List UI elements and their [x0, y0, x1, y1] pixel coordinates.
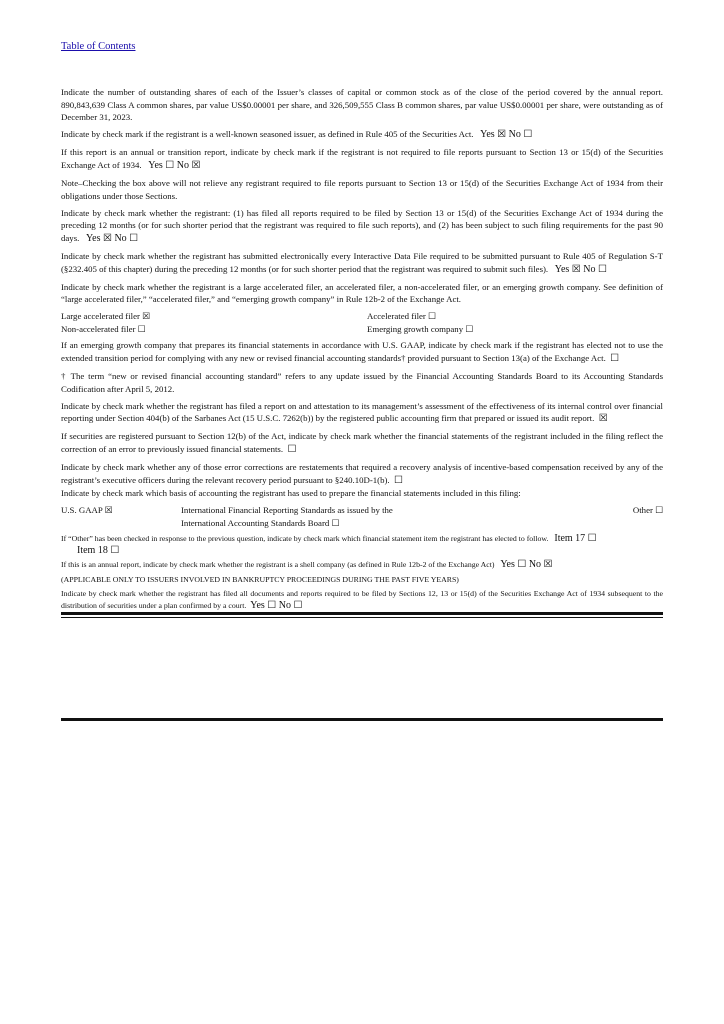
other-item-paragraph	[61, 533, 663, 556]
filed-all-paragraph	[61, 207, 663, 246]
shell-company-checkbox-answer[interactable]: Yes ☐ No ☒	[500, 559, 553, 571]
egc-paragraph	[61, 339, 663, 365]
restatement-paragraph	[61, 461, 663, 487]
accelerated-filer-option[interactable]: Accelerated filer ☐	[367, 311, 436, 322]
note-paragraph: Note–Checking the box above will not relieve any registrant required to file reports pursuant to Section 13 or 15(d) of the Securities Exchange Act of 1934 from their obligations under those Sections.	[61, 178, 663, 201]
not-required-text: If this report is an annual or transition report, indicate by check mark if the registrant is not required to file reports pursuant to Section 13 or 15(d) of the Securities Exchange Act of 1934.	[61, 147, 663, 170]
us-gaap-option[interactable]: U.S. GAAP ☒	[61, 505, 113, 516]
shell-company-paragraph	[61, 559, 663, 571]
item-18-option[interactable]: Item 18 ☐	[77, 544, 120, 556]
restatement-text: Indicate by check mark whether any of those error corrections are restatements that required a recovery analysis of incentive-based compensation received by any of the registrant’s executive officers during the relevant recovery period pursuant to §240.10D-1(b).	[61, 462, 663, 485]
non-accelerated-filer-option[interactable]: Non-accelerated filer ☐	[61, 323, 146, 334]
error-correction-checkbox[interactable]: ☐	[287, 443, 297, 455]
filer-type-options	[61, 310, 663, 334]
accounting-basis-options	[61, 504, 663, 529]
outstanding-shares-paragraph: Indicate the number of outstanding shares of each of the Issuer’s classes of capital or common stock as of the close of the period covered by the annual report. 890,843,639 Class A common shares, par value US$0.00001 per share, and 326,509,555 Class B common shares, par value US$0.00001 per share, were outstanding as of December 31, 2023.	[61, 87, 663, 123]
interactive-data-checkbox-answer[interactable]: Yes ☒ No ☐	[554, 263, 607, 275]
shell-company-text: If this is an annual report, indicate by check mark whether the registrant is a shell company (as defined in Rule 12b-2 of the Exchange Act)	[61, 560, 495, 570]
interactive-data-text: Indicate by check mark whether the registrant has submitted electronically every Interactive Data File required to be submitted pursuant to Rule 405 of Regulation S-T (§232.405 of this chapter) during the preceding 12 months (or for such shorter period that the registrant was required to submit such files).	[61, 251, 663, 274]
bankruptcy-text: Indicate by check mark whether the registrant has filed all documents and reports required to be filed by Sections 12, 13 or 15(d) of the Securities Exchange Act of 1934 subsequent to the distribution of securities under a plan confirmed by a court.	[61, 589, 663, 610]
accounting-basis-paragraph: Indicate by check mark which basis of accounting the registrant has used to prepare the financial statements included in this filing:	[61, 488, 521, 499]
emerging-growth-company-option[interactable]: Emerging growth company ☐	[367, 323, 474, 334]
restatement-checkbox[interactable]: ☐	[394, 474, 404, 486]
page-bottom-rule	[61, 718, 663, 721]
dagger-footnote: † The term “new or revised financial accounting standard” refers to any update issued by the Financial Accounting Standards Board to its Accounting Standards Codification after April 5, 2012.	[61, 371, 663, 394]
wksi-checkbox-answer[interactable]: Yes ☒ No ☐	[480, 129, 533, 141]
section-divider-thick	[61, 612, 663, 615]
error-correction-paragraph	[61, 430, 663, 456]
section-divider-thin	[61, 617, 663, 618]
interactive-data-paragraph	[61, 250, 663, 276]
ifrs-option-line1[interactable]: International Financial Reporting Standards as issued by the	[181, 505, 393, 516]
large-accelerated-filer-option[interactable]: Large accelerated filer ☒	[61, 311, 151, 322]
egc-checkbox[interactable]: ☐	[610, 352, 620, 364]
filed-all-checkbox-answer[interactable]: Yes ☒ No ☐	[85, 232, 139, 244]
other-basis-option[interactable]: Other ☐	[632, 505, 663, 516]
egc-text: If an emerging growth company that prepares its financial statements in accordance with U.S. GAAP, indicate by check mark if the registrant has elected not to use the extended transition period for complying with any new or revised financial accounting standards† provided pursuant to Section 13(a) of the Exchange Act.	[61, 340, 663, 363]
icfr-checkbox[interactable]: ☒	[598, 413, 608, 425]
item-17-option[interactable]: Item 17 ☐	[554, 533, 597, 545]
ifrs-option-line2[interactable]: International Accounting Standards Board ☐	[181, 517, 340, 528]
bankruptcy-checkbox-answer[interactable]: Yes ☐ No ☐	[250, 599, 303, 611]
bankruptcy-paragraph	[61, 588, 663, 611]
filed-all-text: Indicate by check mark whether the registrant: (1) has filed all reports required to be filed by Section 13 or 15(d) of the Securities Exchange Act of 1934 during the preceding 12 months (or for such shorter period that the registrant was required to file such reports), and (2) has been subject to such filing requirements for the past 90 days.	[61, 207, 663, 243]
not-required-paragraph	[61, 146, 663, 172]
bankruptcy-heading: (APPLICABLE ONLY TO ISSUERS INVOLVED IN BANKRUPTCY PROCEEDINGS DURING THE PAST FIVE YEARS)	[61, 574, 459, 584]
icfr-text: Indicate by check mark whether the registrant has filed a report on and attestation to its management’s assessment of the effectiveness of its internal control over financial reporting under Section 404(b) of the Sarbanes Act (15 U.S.C. 7262(b)) by the registered public accounting firm that prepared or issued its audit report.	[61, 400, 663, 424]
wksi-paragraph	[61, 128, 663, 142]
icfr-paragraph	[61, 400, 663, 426]
filer-type-paragraph: Indicate by check mark whether the registrant is a large accelerated filer, an accelerated filer, a non-accelerated filer, or an emerging growth company. See definition of “large accelerated filer,” “accelerated filer,” and “emerging growth company” in Rule 12b-2 of the Exchange Act.	[61, 281, 663, 305]
error-correction-text: If securities are registered pursuant to Section 12(b) of the Act, indicate by check mark whether the financial statements of the registrant included in the filing reflect the correction of an error to previously issued financial statements.	[61, 431, 663, 454]
not-required-checkbox-answer[interactable]: Yes ☐ No ☒	[148, 159, 201, 171]
other-item-text: If “Other” has been checked in response to the previous question, indicate by check mark which financial statement item the registrant has elected to follow.	[61, 534, 549, 544]
table-of-contents-link[interactable]: Table of Contents	[61, 41, 136, 52]
wksi-text: Indicate by check mark if the registrant is a well-known seasoned issuer, as defined in Rule 405 of the Securities Act.	[61, 129, 474, 140]
cover-page-content	[61, 86, 663, 618]
